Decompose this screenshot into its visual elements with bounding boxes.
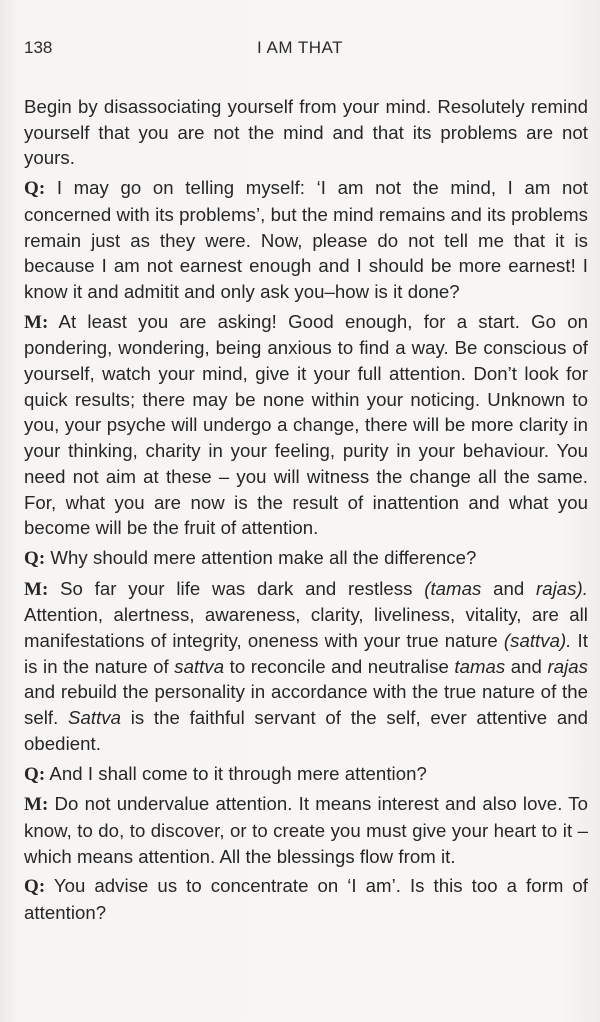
text-segment: You advise us to concentrate on ‘I am’. Is this too a form of attention? — [24, 875, 588, 924]
speaker-label: Q: — [24, 763, 46, 785]
text-segment: to reconcile and neutralise — [224, 655, 455, 677]
page-number: 138 — [24, 38, 53, 57]
text-segment: Do not undervalue attention. It means interest and also love. To know, to do, to discover, or to create you must give your heart to it – which means attention. All the blessings flow from it. — [24, 793, 588, 867]
speaker-label: Q: — [24, 178, 46, 200]
italic-term: sattva — [174, 655, 225, 677]
paragraph — [24, 791, 588, 869]
text-segment: I may go on telling myself: ‘I am not the mind, I am not concerned with its problems’, but the mind remains and its problems remain just as they were. Now, please do not tell me that it is because I am not earnest enough and I should be more earnest! I know it and admitit and only ask you–how is it done? — [24, 177, 588, 302]
text-segment: It is in the nature of — [24, 630, 588, 677]
text-segment: Attention, alertness, awareness, clarity, liveliness, vitality, are all manifestations of integrity, oneness with your true nature — [24, 604, 588, 652]
speaker-label: Q: — [24, 876, 46, 898]
italic-term: rajas — [547, 655, 589, 677]
italic-term: tamas — [454, 655, 506, 677]
text-segment: is the faithful servant of the self, ever attentive and obedient. — [24, 707, 588, 754]
paragraph — [24, 309, 588, 541]
text-segment: And I shall come to it through mere attention? — [45, 762, 427, 784]
text-segment: So far your life was dark and restless — [48, 577, 425, 599]
paragraph — [24, 761, 588, 788]
italic-term: Sattva — [68, 707, 122, 729]
text-segment: Begin by disassociating yourself from your mind. Resolutely remind yourself that you are not the mind and that its problems are not yours. — [24, 96, 588, 169]
paragraph — [24, 576, 588, 757]
body-text — [24, 94, 588, 930]
page-header — [24, 38, 576, 62]
text-segment: and rebuild the personality in accordance with the true nature of the self. — [24, 681, 588, 729]
italic-term: (tamas — [424, 577, 482, 599]
running-title: I AM THAT — [256, 38, 344, 57]
text-segment: Why should mere attention make all the difference? — [45, 546, 477, 568]
paragraph — [24, 873, 588, 925]
speaker-label: M: — [24, 794, 49, 816]
paragraph — [24, 175, 588, 305]
speaker-label: M: — [24, 311, 49, 333]
italic-term: rajas). — [535, 577, 588, 599]
text-segment: and — [481, 577, 536, 599]
speaker-label: M: — [24, 578, 49, 600]
italic-term: (sattva). — [503, 630, 572, 652]
text-segment: and — [505, 655, 548, 677]
paragraph — [24, 94, 588, 171]
speaker-label: Q: — [24, 547, 46, 569]
paragraph — [24, 545, 588, 572]
text-segment: At least you are asking! Good enough, for a start. Go on pondering, wondering, being anxious to find a way. Be conscious of yourself, watch your mind, give it your full attention. Don’t look for quick results; there may be none within your noticing. Unknown to you, your psyche will undergo a change, there will be more clarity in your thinking, charity in your feeling, purity in your behaviour. You need not aim at these – you will witness the change all the same. For, what you are now is the result of inattention and what you become will be the fruit of attention. — [24, 310, 588, 539]
